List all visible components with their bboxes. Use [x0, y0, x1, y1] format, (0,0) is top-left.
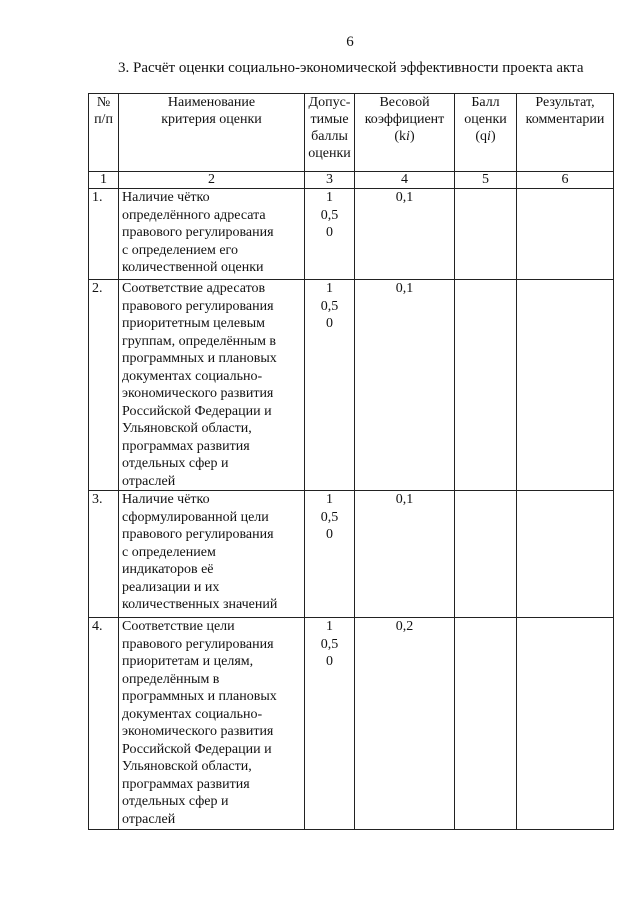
- column-numbers-row: [89, 172, 614, 189]
- row-number: 2.: [89, 280, 119, 491]
- result-comment-cell[interactable]: [517, 280, 614, 491]
- criterion-name-line: Наличие чётко: [122, 492, 210, 507]
- weight-coefficient: 0,2: [355, 618, 455, 830]
- allowed-scores: [305, 280, 355, 491]
- column-number: 6: [517, 172, 614, 189]
- result-comment-cell[interactable]: [517, 189, 614, 280]
- allowed-score-value: 0,5: [320, 636, 339, 652]
- criterion-name-line: реализации и их: [122, 579, 220, 595]
- criterion-name-line: правового регулирования: [122, 636, 274, 652]
- header-score: Балл оценки (qi): [455, 94, 517, 172]
- criterion-name-line: приоритетам и целям,: [122, 654, 254, 669]
- row-number: 3.: [89, 491, 119, 618]
- column-number: 2: [119, 172, 305, 189]
- result-comment-cell[interactable]: [517, 618, 614, 830]
- header-result-comments: Результат, комментарии: [517, 94, 614, 172]
- row-number: 1.: [89, 189, 119, 280]
- weight-coefficient: 0,1: [355, 280, 455, 491]
- header-weight-coefficient: Весовой коэффициент (ki): [355, 94, 455, 172]
- criterion-name-line: группам, определённым в: [122, 333, 277, 349]
- allowed-score-value: 0: [326, 316, 333, 331]
- allowed-scores: [305, 189, 355, 280]
- criterion-name-line: сформулированной цели: [122, 509, 269, 525]
- column-number: 1: [89, 172, 119, 189]
- criterion-name-line: отраслей: [122, 811, 176, 827]
- allowed-score-value: 1: [326, 492, 333, 507]
- header-row: [89, 94, 614, 172]
- criterion-name-line: отраслей: [122, 473, 176, 489]
- section-heading: 3. Расчёт оценки социально-экономической эффективности проекта акта: [118, 60, 584, 76]
- allowed-score-value: 1: [326, 281, 333, 296]
- result-comment-cell[interactable]: [517, 491, 614, 618]
- criterion-name: [119, 491, 305, 618]
- page-number: 6: [346, 34, 354, 50]
- table-row: [89, 491, 614, 618]
- criterion-name: [119, 189, 305, 280]
- header-criterion-name: Наименование критерия оценки: [119, 94, 305, 172]
- allowed-score-value: 0: [326, 654, 333, 669]
- allowed-score-value: 0,5: [320, 509, 339, 525]
- score-cell[interactable]: [455, 491, 517, 618]
- score-cell[interactable]: [455, 189, 517, 280]
- criterion-name-line: отдельных сфер и: [122, 794, 229, 809]
- criterion-name-line: программах развития: [122, 776, 250, 792]
- allowed-score-value: 0,5: [320, 298, 339, 314]
- allowed-score-value: 0: [326, 225, 333, 240]
- criterion-name-line: с определением: [122, 544, 216, 560]
- allowed-score-value: 1: [326, 190, 333, 205]
- criterion-name-line: Соответствие цели: [122, 619, 235, 634]
- criterion-name-line: Соответствие адресатов: [122, 281, 266, 296]
- criterion-name-line: определённого адресата: [122, 207, 266, 223]
- criterion-name-line: программных и плановых: [122, 351, 277, 366]
- criterion-name-line: индикаторов её: [122, 562, 214, 577]
- criterion-name-line: приоритетным целевым: [122, 316, 265, 331]
- column-number: 4: [355, 172, 455, 189]
- criterion-name-line: с определением его: [122, 242, 238, 258]
- criterion-name: [119, 280, 305, 491]
- criterion-name-line: программных и плановых: [122, 689, 277, 704]
- criterion-name-line: правового регулирования: [122, 298, 274, 314]
- column-number: 5: [455, 172, 517, 189]
- criterion-name-line: Российской Федерации и: [122, 741, 272, 757]
- criterion-name-line: экономического развития: [122, 724, 274, 739]
- criterion-name-line: документах социально-: [122, 706, 263, 722]
- criterion-name-line: определённым в: [122, 671, 220, 687]
- header-num: № п/п: [89, 94, 119, 172]
- allowed-score-value: 0: [326, 527, 333, 542]
- table-row: [89, 618, 614, 830]
- criterion-name-line: правового регулирования: [122, 225, 274, 240]
- table-row: [89, 280, 614, 491]
- criterion-name-line: программах развития: [122, 438, 250, 454]
- criterion-name-line: количественной оценки: [122, 260, 264, 275]
- criterion-name-line: экономического развития: [122, 386, 274, 401]
- weight-coefficient: 0,1: [355, 491, 455, 618]
- allowed-scores: [305, 618, 355, 830]
- score-cell[interactable]: [455, 280, 517, 491]
- row-number: 4.: [89, 618, 119, 830]
- criterion-name-line: Ульяновской области,: [122, 421, 252, 436]
- criterion-name-line: Российской Федерации и: [122, 403, 272, 419]
- criterion-name-line: Ульяновской области,: [122, 759, 252, 774]
- criterion-name-line: Наличие чётко: [122, 190, 210, 205]
- score-cell[interactable]: [455, 618, 517, 830]
- allowed-score-value: 1: [326, 619, 333, 634]
- criterion-name: [119, 618, 305, 830]
- criterion-name-line: количественных значений: [122, 597, 278, 612]
- column-number: 3: [305, 172, 355, 189]
- weight-coefficient: 0,1: [355, 189, 455, 280]
- allowed-score-value: 0,5: [320, 207, 339, 223]
- allowed-scores: [305, 491, 355, 618]
- criterion-name-line: отдельных сфер и: [122, 456, 229, 471]
- criteria-table: [88, 93, 614, 830]
- criterion-name-line: документах социально-: [122, 368, 263, 384]
- criterion-name-line: правового регулирования: [122, 527, 274, 542]
- header-allowed-scores: Допус- тимые баллы оценки: [305, 94, 355, 172]
- table-row: [89, 189, 614, 280]
